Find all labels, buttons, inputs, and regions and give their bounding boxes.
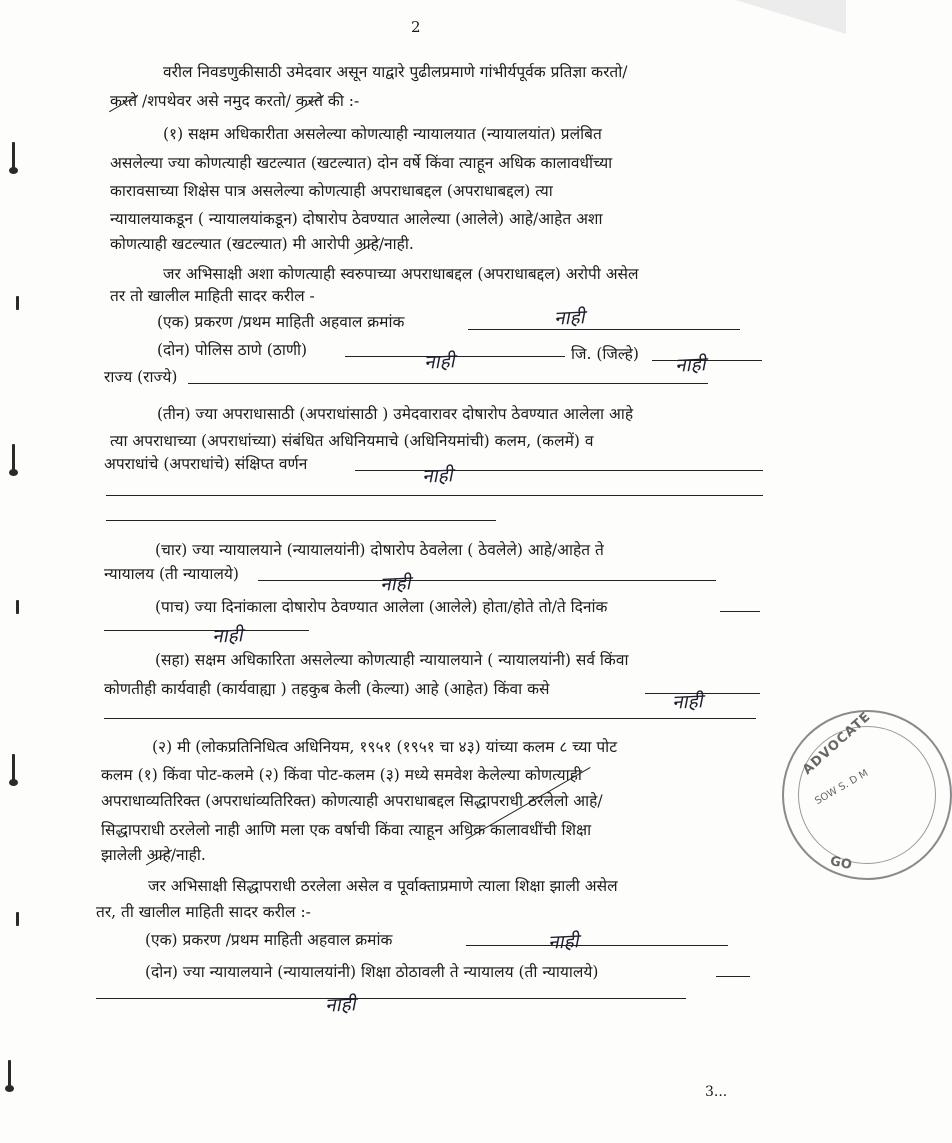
margin-mark <box>16 296 19 310</box>
margin-mark <box>16 600 19 614</box>
fill-line <box>645 693 760 694</box>
if-convicted-line-2: तर, ती खालील माहिती सादर करील :- <box>96 903 311 921</box>
struck-text: सिद्धापराधी ठरलेलो आहे <box>459 792 598 810</box>
sec2-line-3-post: / <box>597 792 603 810</box>
seal-middle-text: SOW S. D M <box>813 767 871 808</box>
item1-teen-line-2: त्या अपराधाच्या (अपराधांच्या) संबंधित अधिनियमाचे (अधिनियमांची) कलम, (कलमें) व <box>110 432 594 450</box>
handwritten-nahi: नाही <box>211 624 244 648</box>
sec1-line-5 <box>110 234 414 254</box>
handwritten-nahi: नाही <box>547 930 580 954</box>
handwritten-nahi: नाही <box>421 464 454 488</box>
sec2-line-2: कलम (१) किंवा पोट-कलमे (२) किंवा पोट-कलम (३) मध्ये समवेश केलेल्या कोणत्याही <box>101 766 582 784</box>
sec2-line-4: सिद्धापराधी ठरलेलो नाही आणि मला एक वर्षाची किंवा त्याहून अधिक कालावधींची शिक्षा <box>101 821 592 839</box>
fill-line <box>104 718 756 719</box>
item2-don-label: (दोन) ज्या न्यायालयाने (न्यायालयांनी) शिक्षा ठोठावली ते न्यायालय (ती न्यायालये) <box>145 963 599 981</box>
handwritten-nahi: नाही <box>553 306 586 330</box>
fill-line <box>720 611 760 612</box>
sec2-line-5-pre: झालेली <box>101 846 147 864</box>
margin-mark <box>16 912 19 926</box>
page-fold-shadow <box>736 0 846 34</box>
sec1-line-5-pre: कोणत्याही खटल्यात (खटल्यात) मी आरोपी <box>110 235 355 253</box>
margin-mark <box>12 444 15 472</box>
sec1-line-2: असलेल्या ज्या कोणत्याही खटल्यात (खटल्यात) दोन वर्षे किंवा त्याहून अधिक कालावधींच्या <box>110 154 613 172</box>
item1-saha-line-2: कोणतीही कार्यवाही (कार्यवाह्या ) तहकुब केली (केल्या) आहे (आहेत) किंवा कसे <box>104 680 550 698</box>
item1-pach-label: (पाच) ज्या दिनांकाला दोषारोप ठेवण्यात आलेला (आलेले) होता/होते तो/ते दिनांक <box>155 598 608 616</box>
struck-text: आहे <box>354 235 379 253</box>
sec2-line-3-pre: अपराधाव्यतिरिक्त (अपराधांव्यतिरिक्त) कोणत्याही अपराधाबद्दल <box>101 792 460 810</box>
handwritten-nahi: नाही <box>674 353 707 377</box>
fill-line <box>716 976 750 977</box>
fill-line <box>104 630 309 631</box>
fill-line <box>96 998 686 999</box>
item1-teen-line-1: (तीन) ज्या अपराधासाठी (अपराधांसाठी ) उमेदवारावर दोषारोप ठेवण्यात आलेला आहे <box>157 405 634 423</box>
fill-line <box>188 383 708 384</box>
fill-line <box>258 580 716 581</box>
fill-line <box>345 356 565 357</box>
item1-don-police-label: (दोन) पोलिस ठाणे (ठाणी) <box>157 341 308 359</box>
fill-line <box>652 360 762 361</box>
item2-ek-label: (एक) प्रकरण /प्रथम माहिती अहवाल क्रमांक <box>145 931 393 949</box>
sec1-line-1: (१) सक्षम अधिकारीता असलेल्या कोणत्याही न्यायालयात (न्यायालयांत) प्रलंबित <box>163 125 602 143</box>
intro-line-2 <box>110 91 359 111</box>
fill-line <box>106 495 763 496</box>
fill-line <box>106 520 496 521</box>
sec1-line-5-post: /नाही. <box>378 235 414 253</box>
intro-line-2-end: की :- <box>323 92 360 110</box>
fill-line <box>468 329 740 330</box>
sec2-line-5 <box>101 845 206 865</box>
struck-text: करते <box>110 92 138 110</box>
sec2-line-5-post: /नाही. <box>170 846 206 864</box>
margin-mark <box>12 142 15 170</box>
struck-text: आहे <box>146 846 171 864</box>
sec2-line-3 <box>101 791 603 811</box>
seal-bottom-text: GO <box>828 853 854 874</box>
if-accused-line-2: तर तो खालील माहिती सादर करील - <box>110 287 315 305</box>
fill-line <box>466 945 728 946</box>
item1-char-line-2: न्यायालय (ती न्यायालये) <box>104 565 239 583</box>
struck-text: करते <box>295 92 323 110</box>
item1-teen-line-3: अपराधांचे (अपराधांचे) संक्षिप्त वर्णन <box>104 455 308 473</box>
if-convicted-line-1: जर अभिसाक्षी सिद्धापराधी ठरलेला असेल व पूर्वाक्ताप्रमाणे त्याला शिक्षा झाली असेल <box>148 877 618 895</box>
sec1-line-4: न्यायालयाकडून ( न्यायालयांकडून) दोषारोप ठेवण्यात आलेल्या (आलेले) आहे/आहेत अशा <box>110 210 603 228</box>
sec1-line-3: कारावसाच्या शिक्षेस पात्र असलेल्या कोणत्याही अपराधाबद्दल (अपराधाबद्दल) त्या <box>110 182 553 200</box>
item1-saha-line-1: (सहा) सक्षम अधिकारिता असलेल्या कोणत्याही न्यायालयाने ( न्यायालयांनी) सर्व किंवा <box>155 651 629 669</box>
intro-line-2-mid: /शपथेवर असे नमुद करतो/ <box>137 92 296 110</box>
handwritten-nahi: नाही <box>423 350 456 374</box>
handwritten-nahi: नाही <box>671 690 704 714</box>
page-number: 2 <box>411 18 421 36</box>
item1-district-label: जि. (जिल्हे) <box>571 345 639 363</box>
margin-mark <box>8 1060 11 1088</box>
handwritten-nahi: नाही <box>324 993 357 1017</box>
item1-ek-label: (एक) प्रकरण /प्रथम माहिती अहवाल क्रमांक <box>157 313 405 331</box>
sec2-line-1: (२) मी (लोकप्रतिनिधित्व अधिनियम, १९५१ (१९५१ चा ४३) यांच्या कलम ८ च्या पोट <box>152 738 618 756</box>
item1-char-line-1: (चार) ज्या न्यायालयाने (न्यायालयांनी) दोषारोप ठेवलेला ( ठेवलेले) आहे/आहेत ते <box>155 541 604 559</box>
seal-top-text: ADVOCATE <box>800 709 875 778</box>
if-accused-line-1: जर अभिसाक्षी अशा कोणत्याही स्वरुपाच्या अपराधाबद्दल (अपराधाबद्दल) अरोपी असेल <box>163 265 639 283</box>
intro-line-1: वरील निवडणुकीसाठी उमेदवार असून याद्वारे पुढीलप्रमाणे गांभीर्यपूर्वक प्रतिज्ञा करतो/ <box>163 63 628 81</box>
fill-line <box>355 470 763 471</box>
margin-mark <box>12 754 15 782</box>
advocate-seal <box>782 710 952 880</box>
continuation-marker: 3... <box>705 1084 728 1100</box>
handwritten-nahi: नाही <box>379 572 412 596</box>
item1-state-label: राज्य (राज्ये) <box>104 368 178 386</box>
